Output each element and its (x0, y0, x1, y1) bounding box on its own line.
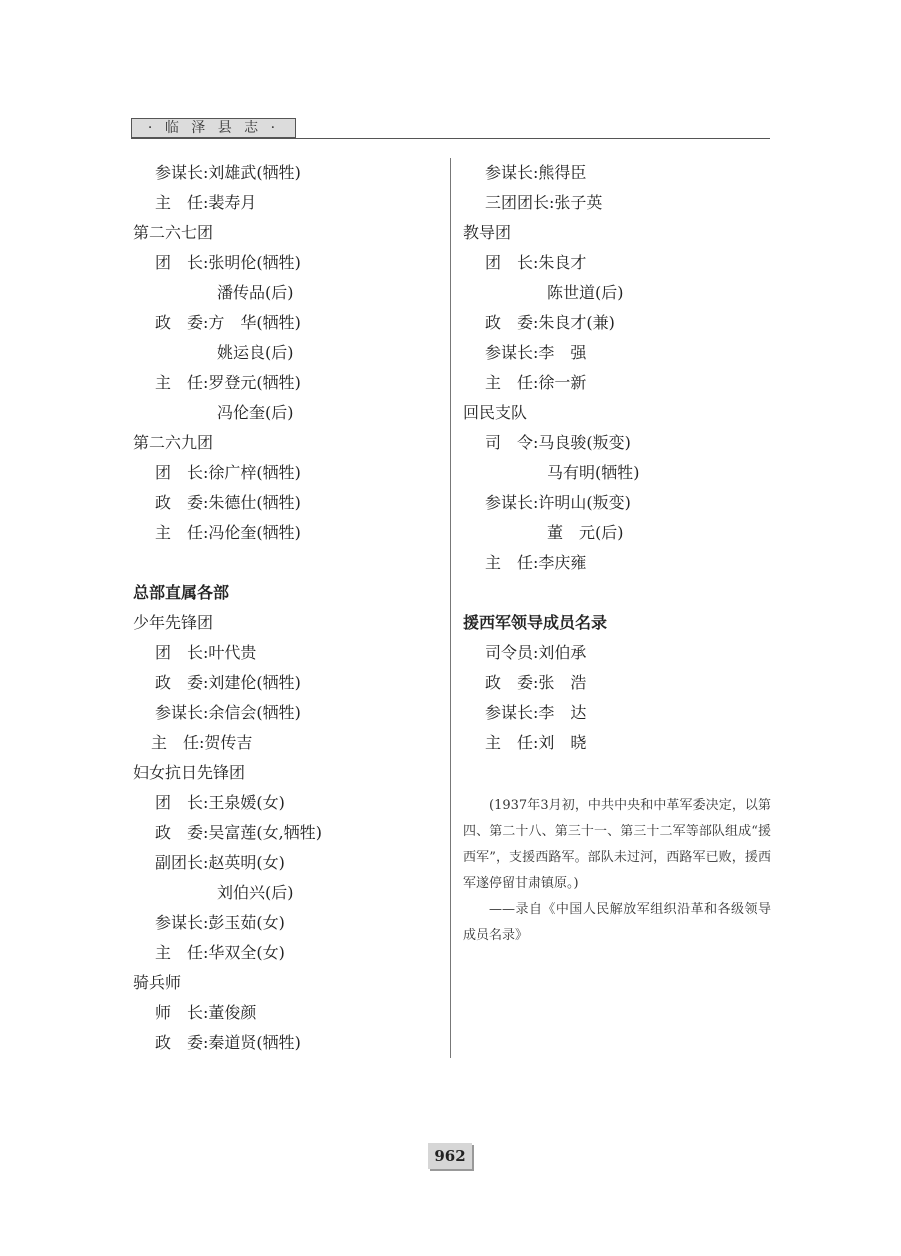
roster-entry: 参谋长:李 达 (485, 703, 587, 722)
roster-entry: 三团团长:张子英 (485, 193, 603, 212)
unit-name: 第二六七团 (133, 223, 214, 242)
roster-entry: 团 长:王泉媛(女) (155, 793, 285, 812)
roster-entry: 主 任:李庆雍 (485, 553, 587, 572)
roster-entry: 政 委:方 华(牺牲) (155, 313, 301, 332)
section-heading: 援西军领导成员名录 (463, 613, 608, 632)
unit-name: 少年先锋团 (133, 613, 214, 632)
unit-name: 妇女抗日先锋团 (133, 763, 246, 782)
roster-entry: 陈世道(后) (547, 283, 624, 302)
roster-entry: 参谋长:刘雄武(牺牲) (155, 163, 301, 182)
unit-name: 第二六九团 (133, 433, 214, 452)
roster-entry: 参谋长:熊得臣 (485, 163, 587, 182)
roster-entry: 团 长:张明伦(牺牲) (155, 253, 301, 272)
roster-entry: 潘传品(后) (217, 283, 294, 302)
note-paragraph: (1937年3月初，中共中央和中革军委决定，以第四、第二十八、第三十一、第三十二军等部队组成“援西军”，支援西路军。部队未过河，西路军已败，援西军遂停留甘肃镇原。) (463, 798, 771, 891)
spacer (133, 548, 443, 578)
roster-entry: 冯伦奎(后) (217, 403, 294, 422)
roster-entry: 主 任:冯伦奎(牺牲) (155, 523, 301, 542)
roster-entry: 政 委:刘建伦(牺牲) (155, 673, 301, 692)
roster-entry: 参谋长:彭玉茹(女) (155, 913, 285, 932)
header-rule (131, 138, 770, 139)
column-divider (450, 158, 451, 1058)
left-column (133, 158, 443, 1058)
unit-name: 回民支队 (463, 403, 528, 422)
roster-entry: 马有明(牺牲) (547, 463, 640, 482)
roster-entry: 主 任:罗登元(牺牲) (155, 373, 301, 392)
note-source: ——录自《中国人民解放军组织沿革和各级领导成员名录》 (463, 902, 771, 943)
roster-entry: 姚运良(后) (217, 343, 294, 362)
roster-entry: 团 长:朱良才 (485, 253, 587, 272)
roster-entry: 团 长:徐广梓(牺牲) (155, 463, 301, 482)
spacer (463, 578, 773, 608)
note-block (463, 793, 771, 949)
roster-entry: 政 委:吴富莲(女,牺牲) (155, 823, 322, 842)
roster-entry: 师 长:董俊颜 (155, 1003, 257, 1022)
roster-entry: 政 委:秦道贤(牺牲) (155, 1033, 301, 1052)
unit-name: 骑兵师 (133, 973, 182, 992)
roster-entry: 政 委:张 浩 (485, 673, 587, 692)
roster-entry: 参谋长:许明山(叛变) (485, 493, 631, 512)
roster-entry: 司 令:马良骏(叛变) (485, 433, 631, 452)
page-number: 962 (428, 1143, 472, 1169)
roster-entry: 主 任:华双全(女) (155, 943, 285, 962)
roster-entry: 司令员:刘伯承 (485, 643, 587, 662)
roster-entry: 主 任:贺传吉 (151, 733, 253, 752)
roster-entry: 政 委:朱德仕(牺牲) (155, 493, 301, 512)
roster-entry: 刘伯兴(后) (217, 883, 294, 902)
right-column (463, 158, 773, 758)
roster-entry: 参谋长:余信会(牺牲) (155, 703, 301, 722)
roster-entry: 团 长:叶代贵 (155, 643, 257, 662)
unit-name: 教导团 (463, 223, 512, 242)
roster-entry: 主 任:刘 晓 (485, 733, 587, 752)
roster-entry: 主 任:徐一新 (485, 373, 587, 392)
roster-entry: 参谋长:李 强 (485, 343, 587, 362)
roster-entry: 副团长:赵英明(女) (155, 853, 285, 872)
section-heading: 总部直属各部 (133, 583, 230, 602)
roster-entry: 政 委:朱良才(兼) (485, 313, 615, 332)
running-header-title: · 临 泽 县 志 · (131, 118, 296, 138)
roster-entry: 董 元(后) (547, 523, 624, 542)
roster-entry: 主 任:裴寿月 (155, 193, 257, 212)
